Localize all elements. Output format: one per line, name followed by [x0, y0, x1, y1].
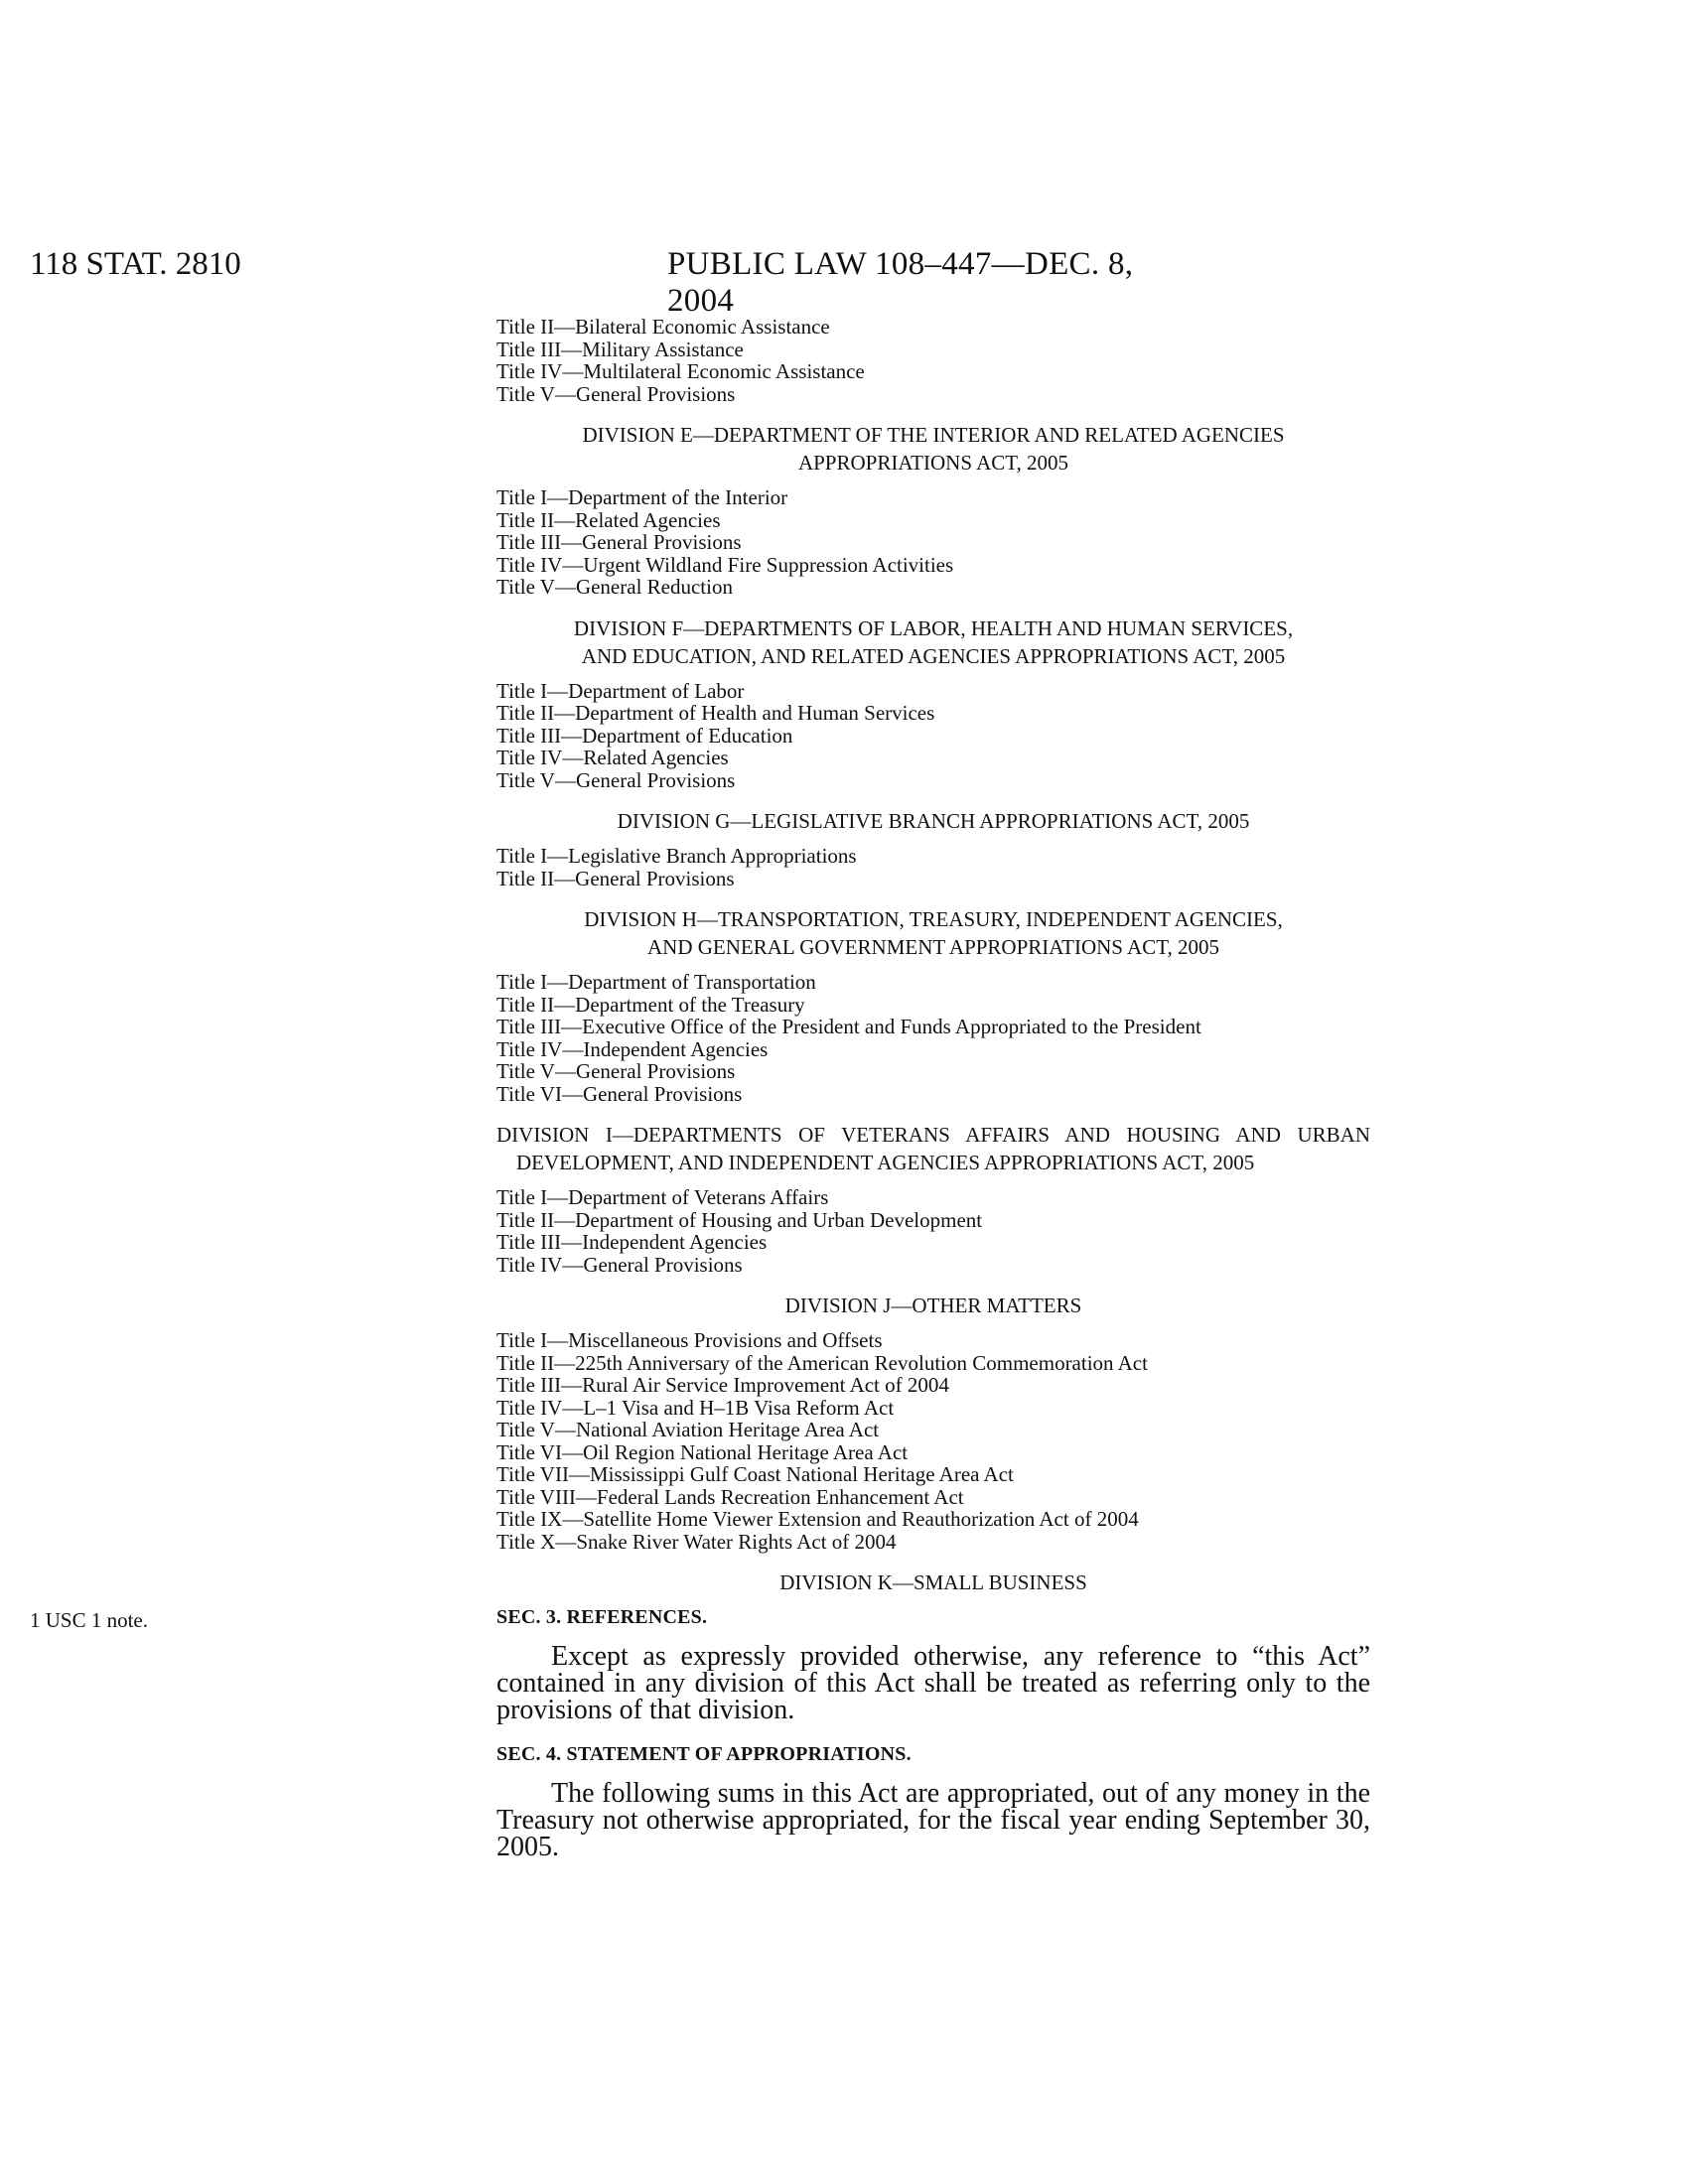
section-3	[30, 1606, 1370, 1725]
title-entry: Title III—Department of Education	[496, 723, 793, 748]
public-law-citation: PUBLIC LAW 108–447—DEC. 8, 2004	[667, 246, 1134, 319]
title-entry: Title V—General Provisions	[496, 1059, 736, 1083]
division-i-heading: DIVISION I—DEPARTMENTS OF VETERANS AFFAIRS AND HOUSING AND URBAN DEVELOPMENT, AND INDEPENDENT AGENCIES APPROPRIATIONS ACT, 2005	[496, 1123, 1370, 1174]
division-h-titles	[496, 971, 1370, 1105]
statute-page-number: 118 STAT. 2810	[30, 246, 241, 282]
title-entry: Title VI—General Provisions	[496, 1081, 743, 1106]
division-j-heading: DIVISION J—OTHER MATTERS	[784, 1294, 1082, 1317]
division-j-titles	[496, 1329, 1370, 1553]
title-entry: Title III—Independent Agencies	[496, 1230, 768, 1254]
title-entry: Title III—General Provisions	[496, 530, 742, 554]
title-entry: Title I—Miscellaneous Provisions and Offsets	[496, 1328, 883, 1352]
title-entry: Title V—General Provisions	[496, 381, 736, 406]
title-entry: Title II—Department of the Treasury	[496, 992, 805, 1017]
division-e-titles	[496, 486, 1370, 599]
title-entry: Title III—Rural Air Service Improvement Act of 2004	[496, 1373, 949, 1397]
division-f-heading	[496, 614, 1370, 670]
division-heading-line: AND GENERAL GOVERNMENT APPROPRIATIONS ACT, 2005	[647, 935, 1219, 959]
section-3-text: Except as expressly provided otherwise, any reference to “this Act” contained in any division of this Act shall be treated as referring only to the provisions of that division.	[496, 1641, 1370, 1725]
title-entry: Title VII—Mississippi Gulf Coast National Heritage Area Act	[496, 1462, 1014, 1486]
division-heading-line: DIVISION F—DEPARTMENTS OF LABOR, HEALTH AND HUMAN SERVICES,	[573, 615, 1294, 640]
title-entry: Title I—Department of Veterans Affairs	[496, 1185, 829, 1209]
title-entry: Title I—Department of Labor	[496, 678, 745, 703]
title-entry: Title IV—General Provisions	[496, 1252, 743, 1277]
title-entry: Title VIII—Federal Lands Recreation Enhancement Act	[496, 1484, 964, 1509]
division-heading-line: DIVISION H—TRANSPORTATION, TREASURY, INDEPENDENT AGENCIES,	[584, 907, 1283, 931]
page-header	[30, 246, 1201, 319]
title-entry: Title IV—Related Agencies	[496, 746, 729, 769]
title-entry: Title IV—Multilateral Economic Assistance	[496, 359, 865, 383]
title-entry: Title IV—Urgent Wildland Fire Suppression Activities	[496, 552, 954, 577]
title-entry: Title II—225th Anniversary of the American Revolution Commemoration Act	[496, 1350, 1148, 1375]
title-entry: Title V—General Reduction	[496, 575, 733, 599]
title-entry: Title I—Department of Transportation	[496, 970, 816, 994]
section-4-heading: SEC. 4. STATEMENT OF APPROPRIATIONS.	[496, 1743, 912, 1765]
division-g-heading: DIVISION G—LEGISLATIVE BRANCH APPROPRIATIONS ACT, 2005	[617, 809, 1250, 833]
division-e-heading	[496, 421, 1370, 477]
division-h-heading	[496, 905, 1370, 961]
division-heading-line: DIVISION E—DEPARTMENT OF THE INTERIOR AND RELATED AGENCIES	[582, 423, 1285, 447]
title-entry: Title V—General Provisions	[496, 767, 736, 792]
division-g-titles	[496, 845, 1370, 889]
title-entry: Title VI—Oil Region National Heritage Area Act	[496, 1439, 909, 1464]
division-k-heading: DIVISION K—SMALL BUSINESS	[779, 1570, 1087, 1594]
title-entry: Title X—Snake River Water Rights Act of 2004	[496, 1529, 897, 1554]
title-entry: Title IV—L–1 Visa and H–1B Visa Reform Act	[496, 1395, 895, 1420]
division-heading-line: AND EDUCATION, AND RELATED AGENCIES APPROPRIATIONS ACT, 2005	[581, 643, 1286, 668]
title-entry: Title V—National Aviation Heritage Area Act	[496, 1418, 880, 1441]
title-entry: Title IX—Satellite Home Viewer Extension and Reauthorization Act of 2004	[496, 1507, 1139, 1531]
title-entry: Title III—Military Assistance	[496, 337, 744, 361]
title-entry: Title III—Executive Office of the President and Funds Appropriated to the President	[496, 1015, 1201, 1038]
table-of-contents	[30, 315, 1370, 1880]
title-entry: Title II—Bilateral Economic Assistance	[496, 315, 830, 339]
title-entry: Title II—Related Agencies	[496, 507, 721, 532]
division-f-titles	[496, 680, 1370, 792]
margin-note: 1 USC 1 note.	[30, 1608, 149, 1632]
section-4-text: The following sums in this Act are appropriated, out of any money in the Treasury not otherwise appropriated, for the fiscal year ending September 30, 2005.	[496, 1778, 1370, 1862]
division-heading-line: APPROPRIATIONS ACT, 2005	[797, 451, 1069, 475]
division-d-continued-titles	[496, 316, 1370, 405]
division-i-titles	[496, 1186, 1370, 1276]
title-entry: Title II—General Provisions	[496, 866, 735, 890]
section-4	[496, 1743, 1370, 1860]
title-entry: Title II—Department of Health and Human Services	[496, 701, 935, 725]
title-entry: Title I—Department of the Interior	[496, 485, 788, 509]
title-entry: Title I—Legislative Branch Appropriations	[496, 844, 857, 868]
title-entry: Title IV—Independent Agencies	[496, 1036, 769, 1061]
section-3-heading: SEC. 3. REFERENCES.	[496, 1606, 708, 1628]
title-entry: Title II—Department of Housing and Urban Development	[496, 1207, 983, 1232]
